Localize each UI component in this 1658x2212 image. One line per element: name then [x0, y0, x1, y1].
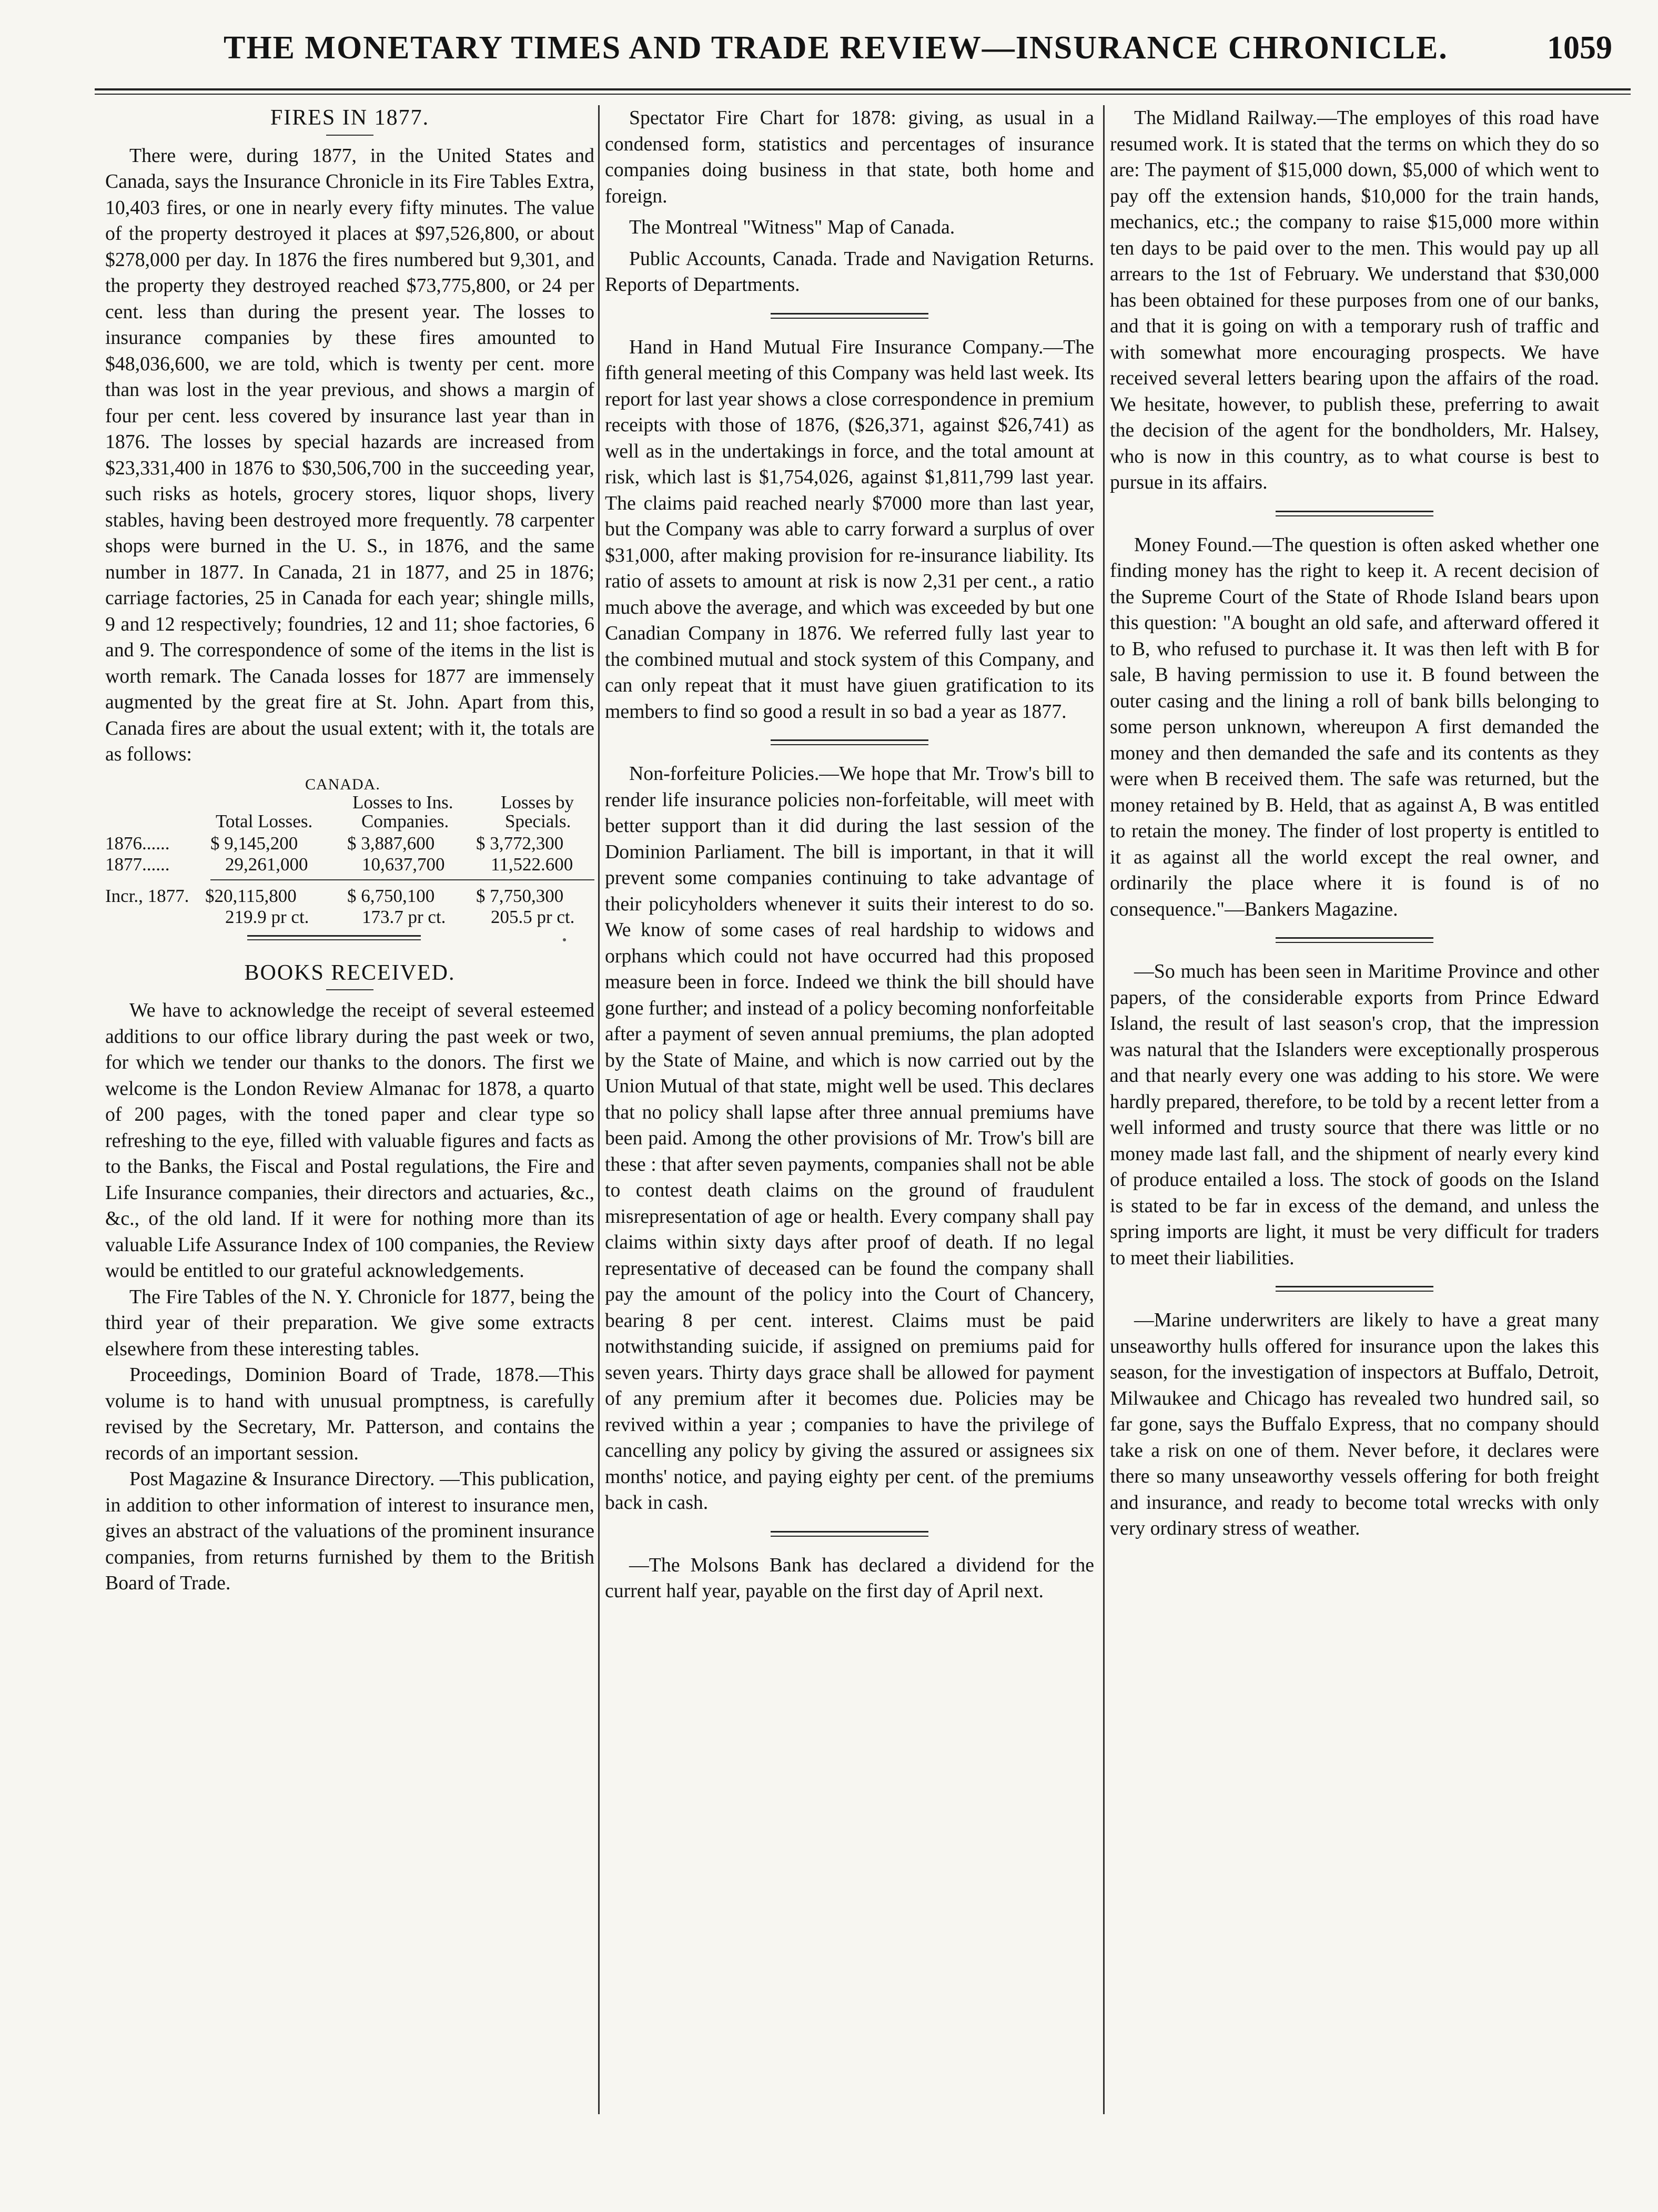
ink-speck: [563, 938, 566, 941]
books-heading: BOOKS RECEIVED.: [244, 960, 456, 985]
books-paragraph: The Fire Tables of the N. Y. Chronicle for 1877, being the third year of their preparation. We give some extracts elsewhere from these interesting tables.: [105, 1285, 594, 1360]
column-3: [1110, 105, 1599, 1542]
non-forfeiture-paragraph: Non-forfeiture Policies.—We hope that Mr. Trow's bill to render life insurance policies non-forfeitable, will meet with better support than it did during the last session of the Dominion Parliament. The bill is important, in that it will prevent some companies continuing to take advantage of their policyholders whenever it suits their interest to do so. We know of some cases of real hardship to widows and orphans which could not have occurred had this proposed measure been in force. Indeed we think the bill should have gone further; and instead of a policy becoming nonforfeitable after a payment of seven annual premiums, the plan adopted by the State of Maine, and which is now carried out by the Union Mutual of that state, might well be used. This declares that no policy shall lapse after three annual premiums have been paid. Among the other provisions of Mr. Trow's bill are these : that after seven payments, companies shall not be able to contest death claims on the ground of fraudulent misrepresentation of age or health. Every company shall pay claims within sixty days after proof of death. If no legal representative of deceased can be found the company shall pay the amount of the policy into the Court of Chancery, bearing 8 per cent. interest. Claims must be paid notwithstanding suicide, if assigned on premiums paid for seven years. Thirty days grace shall be allowed for payment of any premium after it becomes due. Policies may be revived within a year ; companies to have the privilege of cancelling any policy by giving the assured or assignees six months' notice, and paying eighty per cent. of the premiums back in cash.: [605, 763, 1094, 1514]
table-row-label: Incr., 1877.: [105, 885, 189, 906]
fires-heading: FIRES IN 1877.: [270, 106, 430, 130]
table-cell: 173.7 pr ct.: [362, 906, 446, 927]
column-1: [105, 105, 594, 1597]
section-separator: [771, 313, 928, 319]
table-cell: 11,522.600: [491, 854, 573, 875]
table-row-label: 1876......: [105, 833, 170, 854]
table-cell: $ 7,750,300: [476, 885, 564, 906]
molsons-bank-paragraph: —The Molsons Bank has declared a dividend for the current half year, payable on the first day of April next.: [605, 1554, 1094, 1602]
table-col-header: Specials.: [505, 810, 571, 831]
table-cell: 10,637,700: [362, 854, 445, 875]
table-cell: $ 3,887,600: [347, 833, 435, 854]
table-col-header: Losses by: [501, 792, 574, 813]
header-rule-thin: [95, 94, 1631, 95]
table-cell: 219.9 pr ct.: [225, 906, 309, 927]
table-row-label: 1877......: [105, 854, 170, 875]
hand-in-hand-paragraph: Hand in Hand Mutual Fire Insurance Company.—The fifth general meeting of this Company was held last week. Its report for last year shows a close correspondence in premium receipts with those of 1876, ($26,371, against $26,741) as well as in the undertakings in force, and the total amount at risk, which last is $1,754,026, against $1,811,799 last year. The claims paid reached nearly $7000 more than last year, but the Company was able to carry forward a surplus of over $31,000, after making provision for re-insurance liability. Its ratio of assets to amount at risk is now 2,31 per cent., a ratio much above the average, and which was exceeded by but one Canadian Company in 1876. We referred fully last year to the combined mutual and stock system of this Company, and can only repeat that it must have giuen gratification to its members to find so good a result in so bad a year as 1877.: [605, 336, 1094, 723]
table-cell: $ 6,750,100: [347, 885, 435, 906]
section-separator: [1276, 1286, 1433, 1292]
table-col-header: Companies.: [361, 810, 449, 831]
section-separator: [1276, 511, 1433, 516]
table-caption: CANADA.: [305, 775, 380, 793]
fires-paragraph: There were, during 1877, in the United States and Canada, says the Insurance Chronicle in its Fire Tables Extra, 10,403 fires, or one in nearly every fifty minutes. The value of the property destroyed it places at $97,526,800, or about $278,000 per day. In 1876 the fires numbered but 9,301, and the property they destroyed reached $73,775,800, or 24 per cent. less than during the present year. The losses to insurance companies by these fires amounted to $48,036,600, we are told, which is twenty per cent. more than was lost in the year previous, and shows a margin of four per cent. less covered by insurance last year than in 1876. The losses by special hazards are increased from $23,331,400 in 1876 to $30,506,700 in the succeeding year, such risks as hotels, grocery stores, liquor shops, livery stables, having been destroyed more frequently. 78 carpenter shops were burned in the U. S., in 1876, and the same number in 1877. In Canada, 21 in 1877, and 25 in 1876; carriage factories, 25 in Canada for each year; shingle mills, 9 and 12 respectively; foundries, 12 and 11; shoe factories, 6 and 9. The correspondence of some of the items in the list is worth remark. The Canada losses for 1877 are immensely augmented by the great fire at St. John. Apart from this, Canada fires are about the usual extent; with it, the totals are as follows:: [105, 144, 594, 765]
page-number: 1059: [1547, 30, 1612, 66]
heading-rule: [326, 135, 373, 136]
books-paragraph: We have to acknowledge the receipt of several esteemed additions to our office library during the past week or two, for which we tender our thanks to the donors. The first we welcome is the London Review Almanac for 1878, a quarto of 200 pages, with the toned paper and clear type so refreshing to the eye, filled with valuable figures and facts as to the Banks, the Fiscal and Postal regulations, the Fire and Life Insurance companies, their directors and actuaries, &c., &c., of the old land. If it were for nothing more than its valuable Life Assurance Index of 100 companies, the Review would be entitled to our grateful acknowledgements.: [105, 999, 594, 1282]
table-cell: 205.5 pr ct.: [491, 906, 575, 927]
spectator-paragraph: Spectator Fire Chart for 1878: giving, as usual in a condensed form, statistics and percentages of insurance companies doing business in that state, both home and foreign.: [605, 107, 1094, 207]
table-col-header: Losses to Ins.: [352, 792, 453, 813]
table-cell: 29,261,000: [225, 854, 308, 875]
column-divider: [598, 105, 600, 2114]
prince-edward-island-paragraph: —So much has been seen in Maritime Province and other papers, of the considerable exports from Prince Edward Island, the result of last season's crop, that the impression was natural that the Islanders were exceptionally prosperous and that nearly every one was adding to his store. We were hardly prepared, therefore, to be told by a recent letter from a well informed and trusty source that there was little or no money made last fall, and the shipment of nearly every kind of produce entailed a loss. The stock of goods on the Island is stated to be far in excess of the demand, and unless the spring imports are light, it must be very difficult for traders to meet their liabilities.: [1110, 960, 1599, 1269]
masthead-title: THE MONETARY TIMES AND TRADE REVIEW—INSURANCE CHRONICLE.: [224, 30, 1448, 66]
public-accounts-paragraph: Public Accounts, Canada. Trade and Navigation Returns. Reports of Departments.: [605, 247, 1094, 296]
heading-rule: [326, 989, 373, 990]
canada-losses-table: [105, 771, 594, 987]
section-separator: [771, 739, 928, 745]
midland-railway-paragraph: The Midland Railway.—The employes of this road have resumed work. It is stated that the terms on which they do so are: The payment of $15,000 down, $5,000 of which went to pay off the extension hands, $10,000 for the train hands, mechanics, etc.; the company to raise $15,000 more within ten days to be paid over to the men. This would pay up all arrears to the 1st of February. We understand that $30,000 has been obtained for these purposes from one of our banks, and that it is going on with a temporary rush of traffic and with somewhat more encouraging prospects. We have received several letters bearing upon the affairs of the road. We hesitate, however, to publish these, preferring to await the decision of the agent for the bondholders, Mr. Halsey, who is now in this country, as to what course is best to pursue in its affairs.: [1110, 107, 1599, 493]
section-separator: [771, 1531, 928, 1537]
section-rule-thin: [247, 939, 421, 940]
books-paragraph: Post Magazine & Insurance Directory. —This publication, in addition to other information of interest to insurance men, gives an abstract of the valuations of the prominent insurance companies, from returns furnished by them to the British Board of Trade.: [105, 1468, 594, 1594]
section-separator: [1276, 937, 1433, 943]
section-rule: [247, 935, 421, 937]
column-2: [605, 105, 1094, 1605]
page-header: [92, 26, 1617, 74]
witness-map-paragraph: The Montreal "Witness" Map of Canada.: [629, 216, 955, 238]
table-cell: $ 9,145,200: [210, 833, 298, 854]
marine-underwriters-paragraph: —Marine underwriters are likely to have a great many unseaworthy hulls offered for insurance upon the lakes this season, for the investigation of inspectors at Buffalo, Detroit, Milwaukee and Chicago has revealed two hundred sail, so far gone, says the Buffalo Express, that no company should take a risk on one of them. Never before, it declares were there so many unseaworthy vessels offering for both freight and insurance, and ready to become total wrecks with only very ordinary stress of weather.: [1110, 1309, 1599, 1539]
column-divider: [1103, 105, 1105, 2114]
table-cell: $20,115,800: [205, 885, 297, 906]
table-cell: $ 3,772,300: [476, 833, 564, 854]
table-col-header: Total Losses.: [216, 810, 313, 831]
money-found-paragraph: Money Found.—The question is often asked whether one finding money has the right to keep it. A recent decision of the Supreme Court of the State of Rhode Island bears upon this question: "A bought an old safe, and afterward offered it to B, who refused to purchase it. It was then left with B for sale, B having permission to use it. B found between the outer casing and the lining a roll of bank bills belonging to some person unknown, whereupon A first demanded the money and then demanded the safe and its contents as they were when B received them. The safe was returned, but the money retained by B. Held, that as against A, B was entitled to retain the money. The finder of lost property is entitled to it as against all the world except the real owner, and ordinarily the place where it is found is of no consequence."—Bankers Magazine.: [1110, 533, 1599, 920]
books-paragraph: Proceedings, Dominion Board of Trade, 1878.—This volume is to hand with unusual promptness, is carefully revised by the Secretary, Mr. Patterson, and contains the records of an important session.: [105, 1364, 594, 1464]
header-rule: [95, 88, 1631, 90]
table-sum-rule: [210, 879, 594, 880]
